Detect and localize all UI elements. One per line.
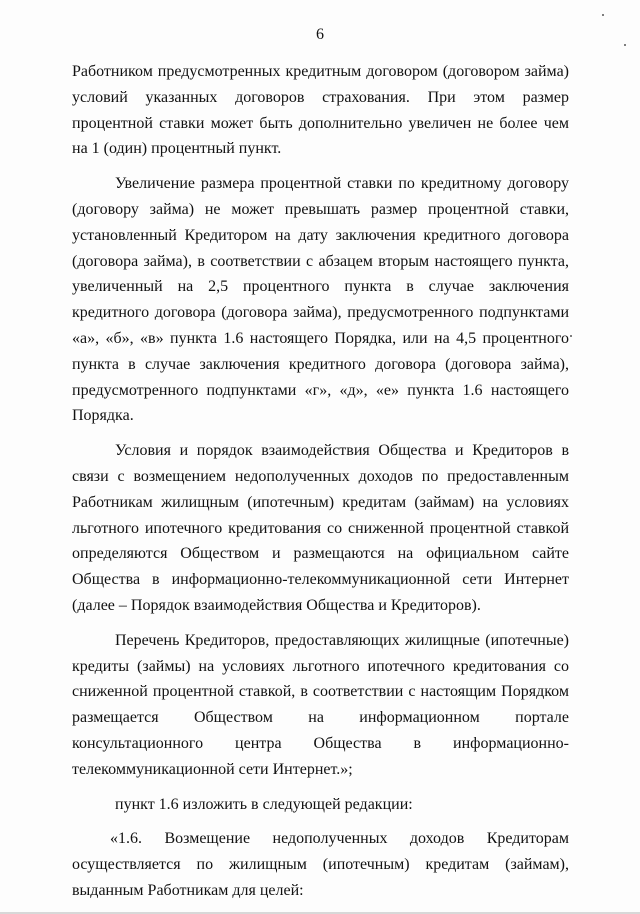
paragraph-clause-1-6: «1.6. Возмещение недополученных доходов Кредиторам осуществляется по жилищным (ипотечным) кредитам (займам), выданным Работникам для целей:: [72, 830, 569, 899]
scan-speck: [602, 14, 604, 16]
paragraph-creditors-list: Перечень Кредиторов, предоставляющих жилищные (ипотечные) кредиты (займы) на условиях льготного ипотечного кредитования со сниженной процентной ставкой, в соответствии с настоящим Порядком размещается Обществом на информационном портале консультационного центра Общества в информационно-телекоммуникационной сети Интернет.»;: [72, 631, 569, 778]
scan-speck: [624, 44, 626, 46]
page-number: 6: [316, 26, 324, 43]
scan-speck: [570, 335, 572, 337]
paragraph-continuation: Работником предусмотренных кредитным договором (договором займа) условий указанных договоров страхования. При этом размер процентной ставки может быть дополнительно увеличен не более чем на 1 (один) процентный пункт.: [72, 63, 569, 158]
paragraph-amendment-intro: пункт 1.6 изложить в следующей редакции:: [115, 795, 413, 813]
document-body: [72, 59, 569, 913]
paragraph-interaction-conditions: Условия и порядок взаимодействия Общества и Кредиторов в связи с возмещением недополученных доходов по предоставленным Работникам жилищным (ипотечным) кредитам (займам) на условиях льготного ипотечного кредитования со сниженной процентной ставкой определяются Обществом и размещаются на официальном сайте Общества в информационно-телекоммуникационной сети Интернет (далее – Порядок взаимодействия Общества и Кредиторов).: [72, 442, 569, 614]
paragraph-rate-increase-limit: Увеличение размера процентной ставки по кредитному договору (договору займа) не может превышать размер процентной ставки, установленный Кредитором на дату заключения кредитного договора (договора займа), в соответствии с абзацем вторым настоящего пункта, увеличенный на 2,5 процентного пункта в случае заключения кредитного договора (договора займа), предусмотренного подпунктами «а», «б», «в» пункта 1.6 настоящего Порядка, или на 4,5 процентного пункта в случае заключения кредитного договора (договора займа), предусмотренного подпунктами «г», «д», «е» пункта 1.6 настоящего Порядка.: [72, 175, 569, 425]
